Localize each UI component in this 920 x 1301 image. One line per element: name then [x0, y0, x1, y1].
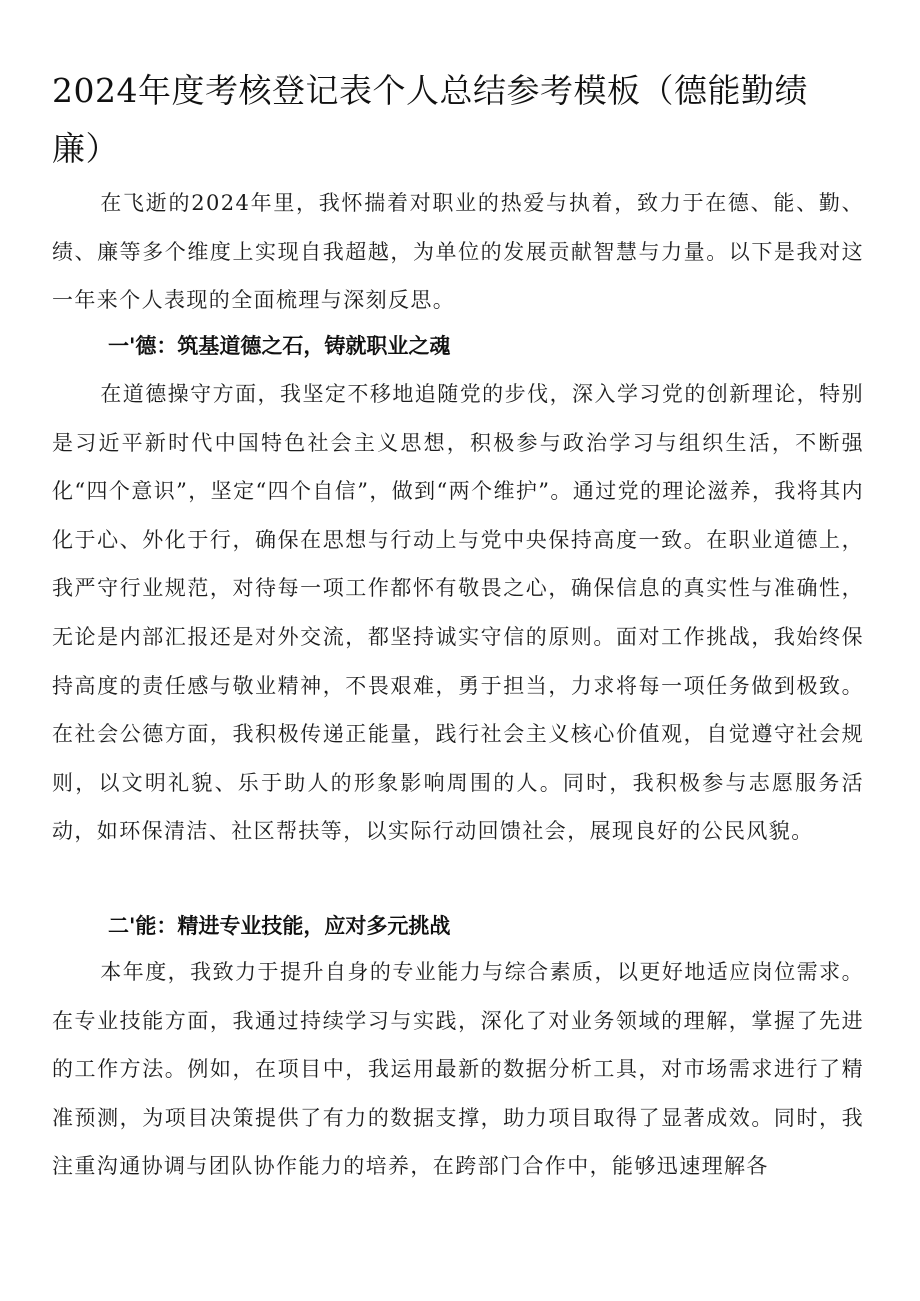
section-paragraph-de: 在道德操守方面，我坚定不移地追随党的步伐，深入学习党的创新理论，特别是习近平新时代中国特色社会主义思想，积极参与政治学习与组织生活，不断强化“四个意识”，坚定“四个自信”，做到“两个维护”。通过党的理论滋养，我将其内化于心、外化于行，确保在思想与行动上与党中央保持高度一致。在职业道德上，我严守行业规范，对待每一项工作都怀有敬畏之心，确保信息的真实性与准确性，无论是内部汇报还是对外交流，都坚持诚实守信的原则。面对工作挑战，我始终保持高度的责任感与敬业精神，不畏艰难，勇于担当，力求将每一项任务做到极致。在社会公德方面，我积极传递正能量，践行社会主义核心价值观，自觉遵守社会规则，以文明礼貌、乐于助人的形象影响周围的人。同时，我积极参与志愿服务活动，如环保清洁、社区帮扶等，以实际行动回馈社会，展现良好的公民风貌。 [52, 382, 865, 844]
section-paragraph-neng: 本年度，我致力于提升自身的专业能力与综合素质，以更好地适应岗位需求。在专业技能方面，我通过持续学习与实践，深化了对业务领域的理解，掌握了先进的工作方法。例如，在项目中，我运用最新的数据分析工具，对市场需求进行了精准预测，为项目决策提供了有力的数据支撑，助力项目取得了显著成效。同时，我注重沟通协调与团队协作能力的培养，在跨部门合作中，能够迅速理解各 [52, 960, 864, 1179]
intro-paragraph: 在飞逝的2024年里，我怀揣着对职业的热爱与执着，致力于在德、能、勤、绩、廉等多个维度上实现自我超越，为单位的发展贡献智慧与力量。以下是我对这一年来个人表现的全面梳理与深刻反思。 [52, 191, 864, 313]
section-heading-de: 一'德：筑基道德之石，铸就职业之魂 [108, 334, 451, 358]
document-title: 2024年度考核登记表个人总结参考模板（德能勤绩廉） [52, 71, 808, 168]
section-heading-neng: 二'能：精进专业技能，应对多元挑战 [108, 914, 451, 938]
